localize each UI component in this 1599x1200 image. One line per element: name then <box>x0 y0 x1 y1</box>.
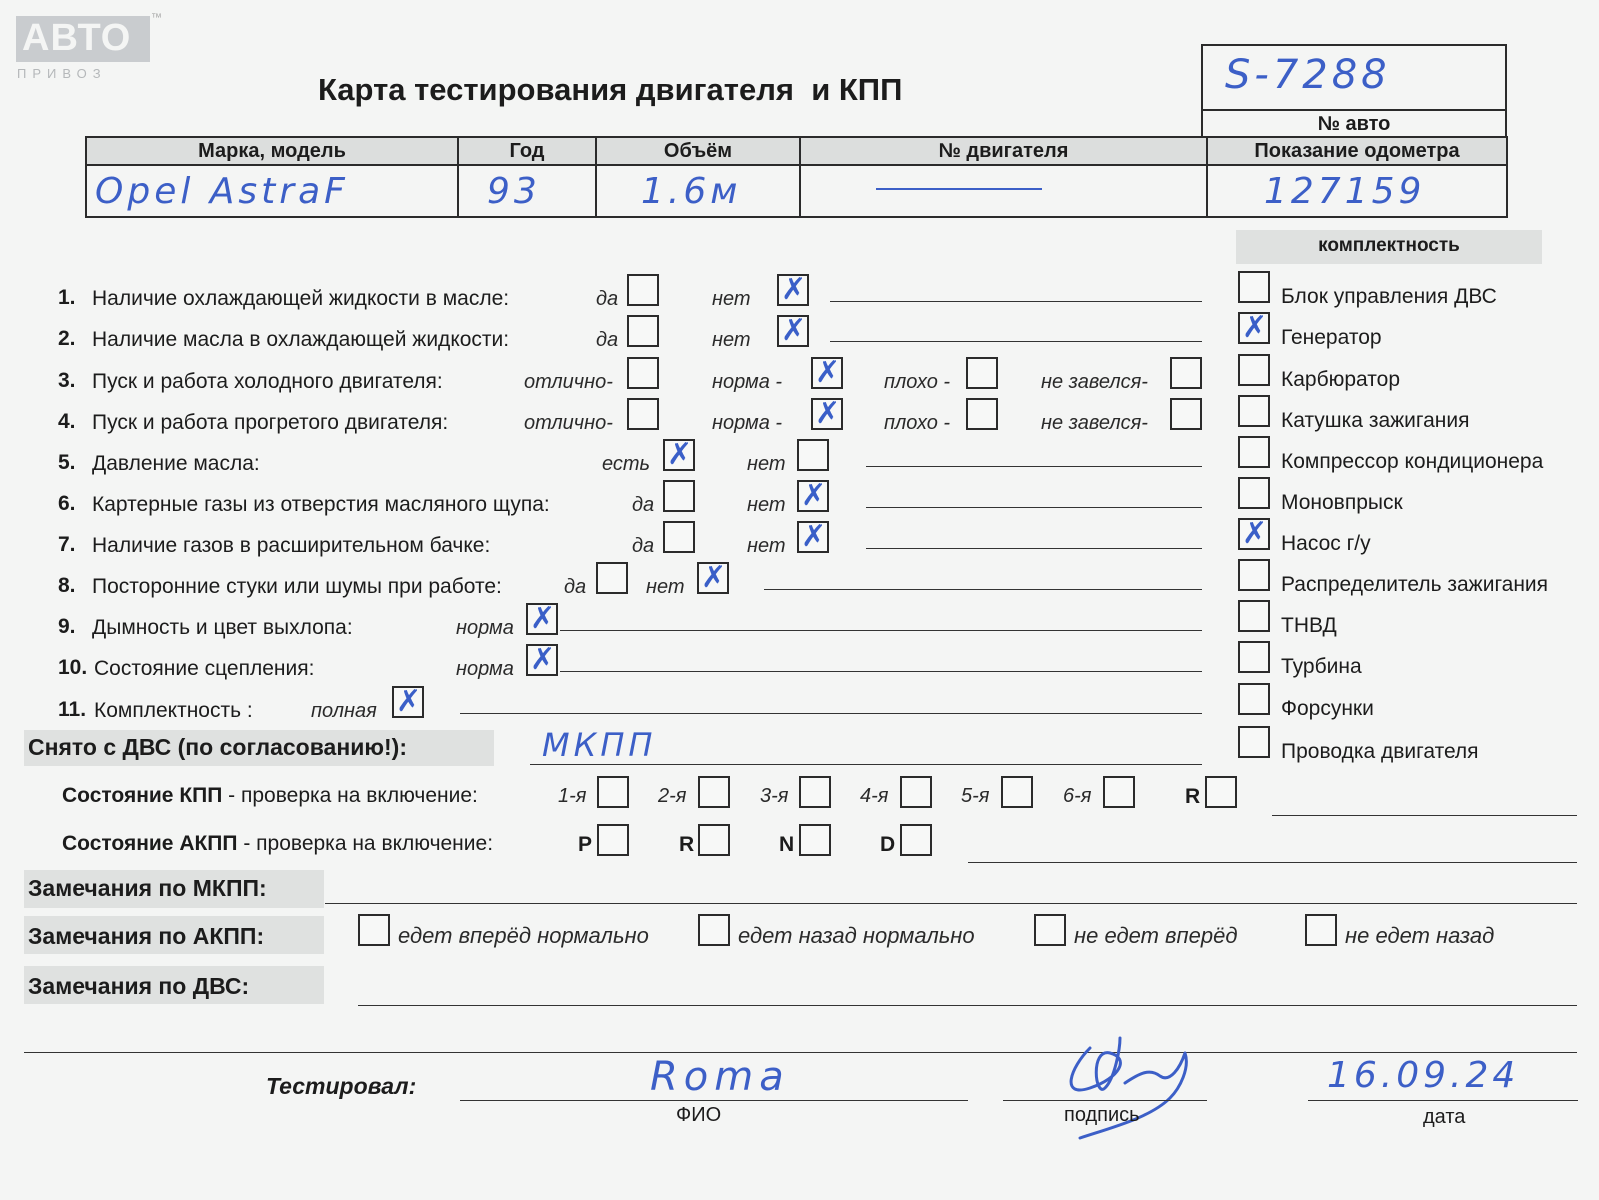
make-cell <box>86 165 458 217</box>
completeness-checkbox[interactable] <box>1238 395 1270 427</box>
logo-subtext: ПРИВОЗ <box>17 66 107 81</box>
completeness-checkbox[interactable] <box>1238 600 1270 632</box>
item-label: Давление масла: <box>92 452 260 475</box>
item-number: 11. <box>58 698 87 721</box>
option-label: нет <box>747 535 786 557</box>
item-label: Пуск и работа прогретого двигателя: <box>92 411 449 434</box>
option-label: да <box>632 494 655 516</box>
completeness-checkbox[interactable] <box>1238 477 1270 509</box>
completeness-checkbox[interactable] <box>1238 641 1270 673</box>
gear-label: R <box>679 833 695 856</box>
item-number: 10. <box>58 656 88 679</box>
logo <box>16 16 150 62</box>
item-label: Картерные газы из отверстия масляного щупа: <box>92 493 550 516</box>
option-checkbox[interactable] <box>627 357 659 389</box>
item-line <box>560 630 1202 631</box>
year-cell <box>458 165 596 217</box>
gear-label: 2-я <box>658 785 687 807</box>
gear-label: 3-я <box>760 785 789 807</box>
option-label: плохо - <box>884 412 951 434</box>
option-checkbox[interactable] <box>777 274 809 306</box>
check-mark: ✗ <box>801 478 827 513</box>
col-volume-header: Объём <box>596 137 800 165</box>
check-mark: ✗ <box>815 396 841 431</box>
vehicle-info-table <box>85 136 1508 218</box>
option-checkbox[interactable] <box>392 686 424 718</box>
akpp-label <box>62 832 493 856</box>
option-checkbox[interactable] <box>811 398 843 430</box>
date-line <box>1308 1100 1578 1101</box>
logo-text: АВТО <box>22 17 132 59</box>
akpp-remark-checkbox[interactable] <box>1305 914 1337 946</box>
option-checkbox[interactable] <box>797 480 829 512</box>
option-checkbox[interactable] <box>663 439 695 471</box>
volume-cell <box>596 165 800 217</box>
name-line <box>460 1100 968 1101</box>
akpp-label-bold: Состояние АКПП <box>62 832 238 855</box>
kpp-label <box>62 784 478 808</box>
gear-checkbox[interactable] <box>1205 776 1237 808</box>
item-line <box>830 341 1202 342</box>
option-label: да <box>564 576 587 598</box>
option-checkbox[interactable] <box>697 562 729 594</box>
tested-label: Тестировал: <box>266 1073 417 1099</box>
gear-checkbox[interactable] <box>597 776 629 808</box>
option-checkbox[interactable] <box>663 521 695 553</box>
option-checkbox[interactable] <box>777 315 809 347</box>
completeness-checkbox[interactable] <box>1238 271 1270 303</box>
removed-value: МКПП <box>542 726 657 764</box>
remarks-mkpp-line <box>325 903 1577 904</box>
akpp-label-rest: - проверка на включение: <box>237 832 494 855</box>
completeness-header: комплектность <box>1318 235 1460 256</box>
item-number: 3. <box>58 369 76 392</box>
check-mark: ✗ <box>667 437 693 472</box>
item-line <box>460 713 1202 714</box>
option-checkbox[interactable] <box>627 274 659 306</box>
item-number: 4. <box>58 410 76 433</box>
check-mark: ✗ <box>781 272 807 307</box>
completeness-checkbox[interactable] <box>1238 436 1270 468</box>
item-label: Состояние сцепления: <box>94 657 315 680</box>
gear-checkbox[interactable] <box>698 776 730 808</box>
option-checkbox[interactable] <box>797 521 829 553</box>
completeness-label: Насос г/у <box>1281 532 1371 555</box>
option-label: нет <box>712 329 751 351</box>
option-checkbox[interactable] <box>811 357 843 389</box>
option-checkbox[interactable] <box>797 439 829 471</box>
item-line <box>866 507 1202 508</box>
option-label: отлично- <box>524 412 613 434</box>
gear-label: N <box>779 833 795 856</box>
option-checkbox[interactable] <box>526 644 558 676</box>
gear-label: R <box>1185 785 1201 808</box>
item-label: Комплектность : <box>94 699 253 722</box>
auto-number-value: S-7288 <box>1225 52 1391 98</box>
option-checkbox[interactable] <box>663 480 695 512</box>
item-number: 7. <box>58 533 76 556</box>
test-date: 16.09.24 <box>1327 1055 1520 1096</box>
auto-number-label: № авто <box>1203 109 1505 138</box>
option-checkbox[interactable] <box>1170 357 1202 389</box>
completeness-label: Проводка двигателя <box>1281 740 1479 763</box>
item-line <box>560 671 1202 672</box>
completeness-checkbox[interactable] <box>1238 683 1270 715</box>
option-label: плохо - <box>884 371 951 393</box>
item-number: 9. <box>58 615 76 638</box>
gear-checkbox[interactable] <box>698 824 730 856</box>
volume-value: 1.6м <box>641 170 742 212</box>
option-label: норма - <box>712 412 783 434</box>
item-label: Пуск и работа холодного двигателя: <box>92 370 443 393</box>
item-label: Наличие масла в охлаждающей жидкости: <box>92 328 510 351</box>
completeness-checkbox[interactable] <box>1238 354 1270 386</box>
completeness-checkbox[interactable] <box>1238 518 1270 550</box>
option-label: да <box>596 329 619 351</box>
kpp-line <box>1272 815 1577 816</box>
option-label: нет <box>747 453 786 475</box>
kpp-label-bold: Состояние КПП <box>62 784 223 807</box>
make-value: Opel AstraF <box>95 170 349 212</box>
engine-dash <box>876 188 1042 190</box>
option-label: не завелся- <box>1041 412 1148 434</box>
option-checkbox[interactable] <box>627 315 659 347</box>
akpp-remark-checkbox[interactable] <box>698 914 730 946</box>
page-title: Карта тестирования двигателя и КПП <box>318 72 903 107</box>
option-label: нет <box>646 576 685 598</box>
option-checkbox[interactable] <box>526 603 558 635</box>
item-line <box>764 589 1202 590</box>
completeness-checkbox[interactable] <box>1238 312 1270 344</box>
col-odometer-header: Показание одометра <box>1207 137 1507 165</box>
year-value: 93 <box>487 170 541 212</box>
item-number: 6. <box>58 492 76 515</box>
completeness-label: ТНВД <box>1281 614 1337 637</box>
option-label: норма - <box>712 371 783 393</box>
akpp-remark-checkbox[interactable] <box>1034 914 1066 946</box>
check-mark: ✗ <box>801 519 827 554</box>
option-label: полная <box>311 700 377 722</box>
akpp-remark-checkbox[interactable] <box>358 914 390 946</box>
option-checkbox[interactable] <box>596 562 628 594</box>
item-number: 8. <box>58 574 76 597</box>
check-mark: ✗ <box>1242 310 1268 345</box>
gear-checkbox[interactable] <box>1103 776 1135 808</box>
signature-icon <box>1050 1028 1220 1148</box>
date-caption: дата <box>1423 1106 1466 1128</box>
item-line <box>866 548 1202 549</box>
option-label: нет <box>747 494 786 516</box>
completeness-label: Форсунки <box>1281 697 1374 720</box>
name-caption: ФИО <box>676 1104 722 1126</box>
option-label: да <box>596 288 619 310</box>
option-label: нет <box>712 288 751 310</box>
akpp-remark-label: не едет назад <box>1345 923 1495 948</box>
completeness-checkbox[interactable] <box>1238 559 1270 591</box>
auto-number-box <box>1201 44 1507 136</box>
option-checkbox[interactable] <box>627 398 659 430</box>
item-label: Наличие газов в расширительном бачке: <box>92 534 491 557</box>
option-label: да <box>632 535 655 557</box>
gear-label: 4-я <box>860 785 889 807</box>
option-checkbox[interactable] <box>966 398 998 430</box>
check-mark: ✗ <box>781 313 807 348</box>
check-mark: ✗ <box>530 601 556 636</box>
option-label: есть <box>602 453 651 475</box>
check-mark: ✗ <box>396 684 422 719</box>
gear-label: 6-я <box>1063 785 1092 807</box>
remarks-mkpp-label: Замечания по МКПП: <box>28 875 267 901</box>
col-make-header: Марка, модель <box>86 137 458 165</box>
engine-cell <box>800 165 1207 217</box>
signature-line <box>1003 1100 1207 1101</box>
check-mark: ✗ <box>530 642 556 677</box>
check-mark: ✗ <box>815 355 841 390</box>
option-label: отлично- <box>524 371 613 393</box>
completeness-label: Блок управления ДВС <box>1281 285 1497 308</box>
completeness-label: Катушка зажигания <box>1281 409 1470 432</box>
gear-label: P <box>578 833 593 856</box>
gear-checkbox[interactable] <box>799 824 831 856</box>
completeness-label: Моновпрыск <box>1281 491 1403 514</box>
item-line <box>830 301 1202 302</box>
extra-line <box>24 1052 1577 1053</box>
akpp-remark-label: едет назад нормально <box>738 923 975 948</box>
option-label: норма <box>456 617 514 639</box>
odometer-cell <box>1207 165 1507 217</box>
item-label: Наличие охлаждающей жидкости в масле: <box>92 287 510 310</box>
check-mark: ✗ <box>1242 516 1268 551</box>
gear-label: 1-я <box>558 785 587 807</box>
completeness-label: Распределитель зажигания <box>1281 573 1549 596</box>
option-checkbox[interactable] <box>966 357 998 389</box>
gear-label: D <box>880 833 896 856</box>
item-line <box>866 466 1202 467</box>
gear-checkbox[interactable] <box>900 824 932 856</box>
item-number: 5. <box>58 451 76 474</box>
remarks-dvs-line <box>358 1005 1577 1006</box>
remarks-dvs-label: Замечания по ДВС: <box>28 973 250 999</box>
gear-checkbox[interactable] <box>1001 776 1033 808</box>
item-label: Посторонние стуки или шумы при работе: <box>92 575 502 598</box>
completeness-label: Генератор <box>1281 326 1382 349</box>
completeness-checkbox[interactable] <box>1238 726 1270 758</box>
item-label: Дымность и цвет выхлопа: <box>92 616 353 639</box>
remarks-akpp-label: Замечания по АКПП: <box>28 923 265 949</box>
gear-checkbox[interactable] <box>900 776 932 808</box>
item-number: 2. <box>58 327 76 350</box>
logo-tm: ™ <box>151 12 162 24</box>
option-label: не завелся- <box>1041 371 1148 393</box>
removed-line <box>530 764 1202 765</box>
gear-checkbox[interactable] <box>597 824 629 856</box>
akpp-remark-label: не едет вперёд <box>1074 923 1238 948</box>
item-number: 1. <box>58 286 76 309</box>
col-year-header: Год <box>458 137 596 165</box>
gear-label: 5-я <box>961 785 990 807</box>
col-engine-header: № двигателя <box>800 137 1207 165</box>
signature-caption: подпись <box>1064 1104 1140 1126</box>
completeness-label: Карбюратор <box>1281 368 1401 391</box>
akpp-line <box>968 862 1577 863</box>
kpp-label-rest: - проверка на включение: <box>222 784 478 807</box>
completeness-label: Турбина <box>1281 655 1362 678</box>
gear-checkbox[interactable] <box>799 776 831 808</box>
akpp-remark-label: едет вперёд нормально <box>398 923 649 948</box>
odometer-value: 127159 <box>1264 170 1426 212</box>
option-checkbox[interactable] <box>1170 398 1202 430</box>
option-label: норма <box>456 658 514 680</box>
tester-name: Roma <box>650 1054 790 1100</box>
check-mark: ✗ <box>701 560 727 595</box>
completeness-label: Компрессор кондиционера <box>1281 450 1544 473</box>
removed-label: Снято с ДВС (по согласованию!): <box>28 734 407 760</box>
